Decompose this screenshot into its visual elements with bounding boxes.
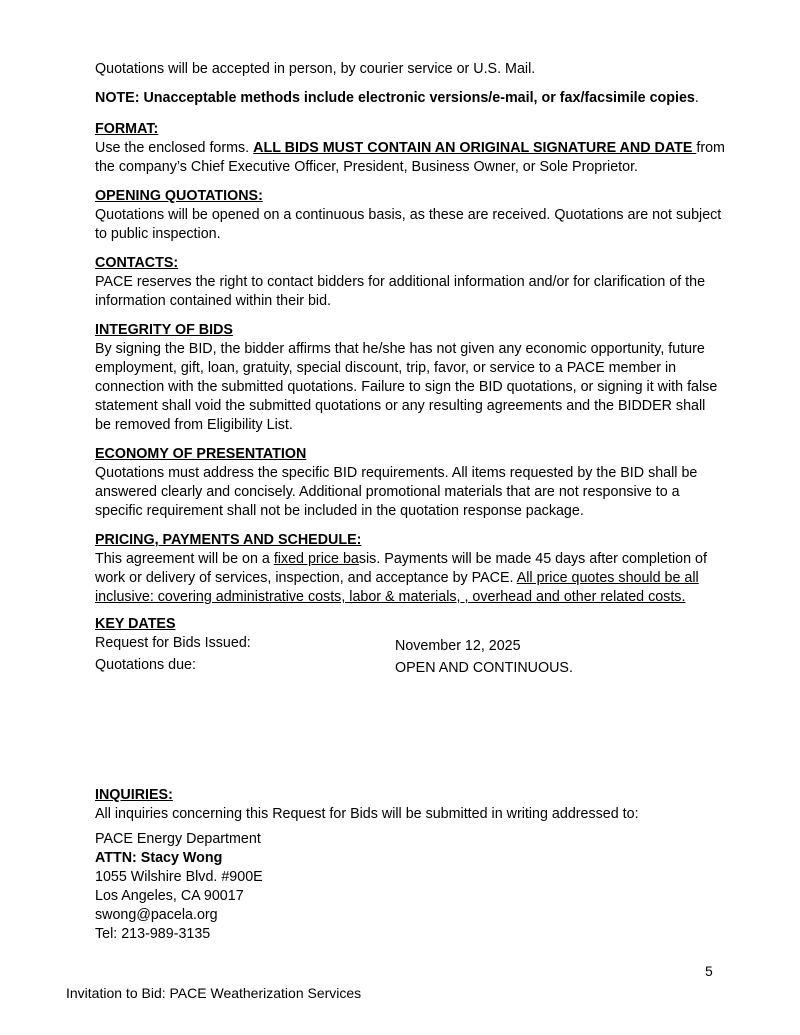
format-text <box>95 139 725 177</box>
format-section <box>95 120 725 177</box>
key-date-value: OPEN AND CONTINUOUS. <box>395 660 573 676</box>
economy-section <box>95 445 725 521</box>
economy-heading: ECONOMY OF PRESENTATION <box>95 446 307 462</box>
note-period: . <box>694 90 699 106</box>
key-date-row <box>95 656 725 678</box>
key-date-value: November 12, 2025 <box>395 638 521 654</box>
format-text-start: Use the enclosed forms. <box>95 140 254 156</box>
inquiries-heading: INQUIRIES: <box>95 787 173 803</box>
format-heading: FORMAT: <box>95 121 159 137</box>
format-text-end: from the company’s Chief Executive Officer, President, Business Owner, or Sole Proprietor. <box>95 140 725 175</box>
pricing-section <box>95 531 725 607</box>
key-date-label: Quotations due: <box>95 657 196 673</box>
key-dates-heading: KEY DATES <box>95 616 176 632</box>
delivery-methods-text: Quotations will be accepted in person, by courier service or U.S. Mail. <box>95 61 536 77</box>
integrity-section <box>95 321 725 435</box>
contacts-section <box>95 254 725 311</box>
fixed-price-text: fixed price ba <box>273 551 359 567</box>
contact-phone: Tel: 213-989-3135 <box>95 926 211 942</box>
contacts-heading: CONTACTS: <box>95 255 179 271</box>
note-paragraph <box>95 89 725 108</box>
document-page <box>95 60 725 944</box>
integrity-text: By signing the BID, the bidder affirms that he/she has not given any economic opportunity, future employment, gift, loan, gratuity, special discount, trip, favor, or service to a PACE member in connection with the submitted quotations. Failure to sign the BID quotations, or signing it with false statement shall void the submitted quotations or any resulting agreements and the BIDDER shall be removed from Eligibility List. <box>95 341 718 433</box>
contact-address-line: 1055 Wilshire Blvd. #900E <box>95 869 263 885</box>
pricing-text-start: This agreement will be on a <box>95 551 274 567</box>
contact-attention: ATTN: Stacy Wong <box>95 850 223 866</box>
pricing-text-mid: sis. Payments will be made 45 days after completion of work or delivery of services, inspection, and acceptance by PACE. <box>95 551 707 586</box>
document-footer: Invitation to Bid: PACE Weatherization Services <box>66 985 362 1001</box>
opening-text: Quotations will be opened on a continuous basis, as these are received. Quotations are not subject to public inspection. <box>95 207 722 242</box>
economy-text: Quotations must address the specific BID requirements. All items requested by the BID shall be answered clearly and concisely. Additional promotional materials that are not responsive to a specific requirement shall not be included in the quotation response package. <box>95 465 698 519</box>
key-dates-section <box>95 615 725 678</box>
integrity-heading: INTEGRITY OF BIDS <box>95 322 233 338</box>
contacts-text: PACE reserves the right to contact bidders for additional information and/or for clarification of the information contained within their bid. <box>95 274 706 309</box>
contact-email[interactable]: swong@pacela.org <box>95 907 218 923</box>
all-inclusive-text: All price quotes should be all inclusive: covering administrative costs, labor & materials, , overhead and other related costs. <box>95 570 699 605</box>
note-text: NOTE: Unacceptable methods include electronic versions/e-mail, or fax/facsimile copies <box>95 90 695 106</box>
key-date-row <box>95 634 725 656</box>
contact-organization: PACE Energy Department <box>95 831 261 847</box>
pricing-text <box>95 550 725 607</box>
inquiries-text: All inquiries concerning this Request for Bids will be submitted in writing addressed to: <box>95 806 639 822</box>
pricing-heading: PRICING, PAYMENTS AND SCHEDULE: <box>95 532 362 548</box>
opening-heading: OPENING QUOTATIONS: <box>95 188 263 204</box>
signature-requirement: ALL BIDS MUST CONTAIN AN ORIGINAL SIGNATURE AND DATE <box>253 140 697 156</box>
opening-section <box>95 187 725 244</box>
key-date-label: Request for Bids Issued: <box>95 635 251 651</box>
spacer <box>95 678 725 786</box>
page-number: 5 <box>705 963 713 979</box>
contact-city-line: Los Angeles, CA 90017 <box>95 888 244 904</box>
inquiries-section <box>95 786 725 944</box>
